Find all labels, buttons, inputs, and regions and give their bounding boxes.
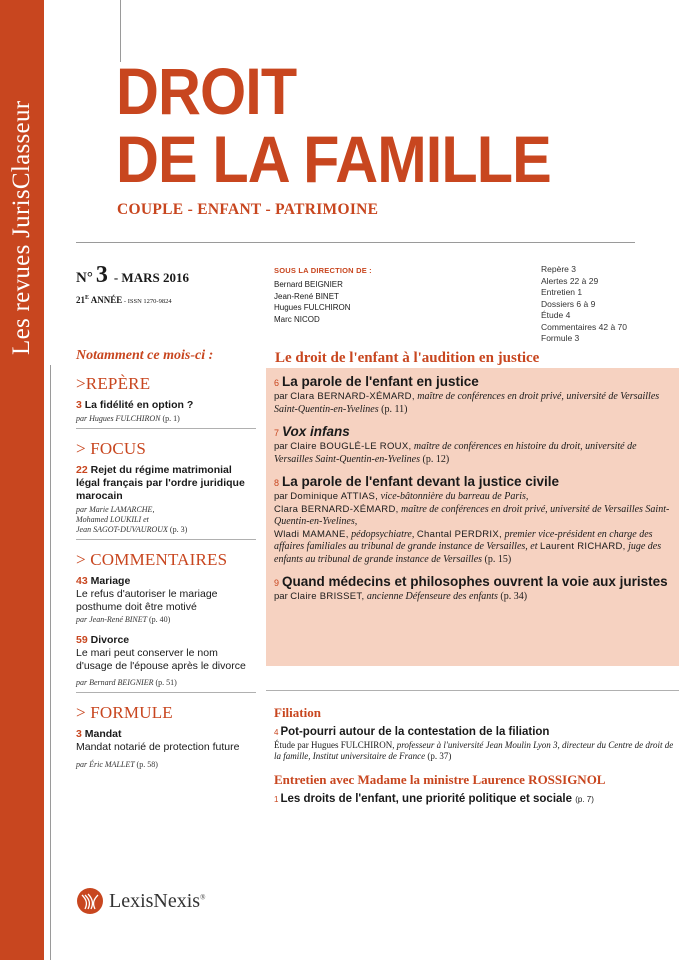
entretien-head: Entretien avec Madame la ministre Laurence ROSSIGNOL (274, 772, 606, 787)
section-rule (76, 539, 256, 540)
author-name: Clara BERNARD-XÉMARD, (290, 391, 415, 402)
article-title-text: Rejet du régime matrimonial légal français par l'ordre juridique marocain (76, 464, 245, 502)
index-item: Repère 3 (541, 264, 576, 274)
index-item: Entretien 1 (541, 287, 583, 297)
dossier-item-byline (274, 441, 674, 466)
article-number: 4 (274, 728, 279, 737)
filiation-byline (274, 740, 674, 762)
page-ref: (p. 11) (378, 403, 408, 415)
editorial-direction (274, 266, 372, 325)
section-head-formule: > FORMULE (76, 703, 173, 722)
author-desc: maître de conférences en droit privé, université de Versailles Saint-Quentin-en-Yvelines (274, 391, 660, 415)
filiation-title (274, 726, 674, 738)
page-ref: (p. 3) (169, 525, 188, 534)
page-ref: (p. 58) (136, 759, 158, 769)
author-desc: pédopsychiatre, (348, 528, 417, 540)
dossier-item (274, 374, 674, 416)
byline (76, 505, 256, 535)
byline-author: par Éric MALLET (76, 759, 135, 769)
dossier-item-byline (274, 391, 674, 416)
byline-author: par Hugues FULCHIRON (76, 414, 161, 423)
page-ref: (p. 12) (420, 453, 450, 465)
byline-author: par Jean-René BINET (76, 615, 147, 624)
byline-par: par (274, 591, 288, 602)
dossier-item-number: 8 (274, 478, 280, 488)
author-desc: maître de conférences en histoire du droit, université de Versailles Saint-Quentin-en-Yvelines (274, 441, 637, 465)
issue-number-label: N° (76, 270, 93, 286)
dossier-item-title-text: Vox infans (282, 424, 350, 439)
author-name: Dominique ATTIAS, (290, 491, 379, 502)
dossier-item-title-text: La parole de l'enfant en justice (282, 374, 479, 389)
issue-line (76, 262, 189, 289)
header-rule (76, 242, 635, 243)
byline-author: par Bernard BEIGNIER (76, 678, 154, 687)
index-item: Formule 3 (541, 333, 580, 343)
author-desc: professeur à l'université Jean Moulin Lyon 3, directeur du Centre de droit de la famille, Institut universitaire de France (274, 740, 674, 761)
logo-text (109, 890, 205, 913)
dossier-title: Le droit de l'enfant à l'audition en justice (275, 350, 540, 366)
author-name: Claire BOUGLÉ-LE ROUX, (290, 441, 412, 452)
byline (76, 760, 256, 770)
issue-year (76, 295, 189, 305)
byline-author: par Marie LAMARCHE, (76, 505, 155, 514)
dossier-item-byline (274, 491, 674, 566)
index-item: Alertes 22 à 29 (541, 275, 599, 286)
article-title (76, 575, 256, 588)
right-rule (266, 690, 679, 691)
highlights-intro: Notamment ce mois-ci : (76, 348, 214, 363)
article-title-text: Mariage (90, 575, 131, 587)
article-title-text: Pot-pourri autour de la contestation de la filiation (280, 726, 550, 738)
dossier-item-title (274, 474, 674, 491)
byline (76, 414, 256, 424)
lexisnexis-logo-icon (76, 887, 104, 915)
top-divider (120, 0, 121, 62)
article-number: 3 (76, 399, 82, 411)
article-number: 59 (76, 634, 88, 646)
article-summary: Le mari peut conserver le nom d'usage de l'épouse après le divorce (76, 647, 246, 672)
index-item: Commentaires 42 à 70 (541, 321, 627, 332)
title-line-1: DROIT (116, 54, 297, 128)
logo-reg: ® (200, 892, 206, 901)
index-item: Dossiers 6 à 9 (541, 298, 596, 309)
author-desc: premier vice-président en charge des affaires familiales au tribunal de grande instance de Versailles, et (274, 528, 653, 552)
page-ref: (p. 15) (482, 553, 512, 565)
dossier-items (274, 374, 674, 612)
side-band-text (0, 0, 44, 960)
dossier-item-title (274, 574, 674, 591)
logo-word: LexisNexis (109, 889, 201, 912)
section-head-commentaires: > COMMENTAIRES (76, 550, 228, 569)
lower-sections (274, 705, 674, 805)
issue-number: 3 (95, 262, 108, 288)
page-ref: (p. 40) (148, 615, 171, 624)
filiation-head: Filiation (274, 705, 321, 720)
article-number: 3 (76, 728, 82, 740)
article-title (76, 464, 256, 503)
dossier-item-number: 7 (274, 428, 280, 438)
page-ref: (p. 34) (497, 591, 528, 602)
dossier-item-number: 9 (274, 578, 280, 588)
entretien-title (274, 793, 674, 805)
year-sup: E (85, 295, 90, 301)
issn: - ISSN 1270-9824 (122, 298, 172, 305)
byline-author: Étude par Hugues FULCHIRON, (274, 740, 395, 750)
byline-author: Mohamed LOUKILI et (76, 515, 149, 524)
dossier-item (274, 574, 674, 604)
year-number: 21 (76, 295, 85, 305)
dossier-item-title (274, 374, 674, 391)
director-name: Jean-René BINET (274, 291, 339, 301)
author-name: Claire BRISSET, (290, 591, 365, 602)
article-summary: Le refus d'autoriser le mariage posthume doit être motivé (76, 588, 218, 613)
dossier-item-byline (274, 591, 674, 604)
author-name: Clara BERNARD-XÉMARD, (274, 503, 399, 515)
article-title-text: Les droits de l'enfant, une priorité politique et sociale (280, 793, 573, 805)
page-ref: (p. 37) (425, 751, 452, 761)
section-rule (76, 428, 256, 429)
author-desc: maître de conférences en droit privé, université de Versailles Saint-Quentin-en-Yvelines, (274, 503, 670, 527)
contents-index (541, 264, 627, 345)
article-number: 22 (76, 464, 88, 476)
highlights-column (76, 348, 256, 770)
subtitle: COUPLE - ENFANT - PATRIMOINE (117, 201, 379, 218)
author-name: Chantal PERDRIX, (416, 528, 502, 540)
issue-info (76, 262, 189, 305)
publisher-logo (76, 887, 205, 915)
article-number: 43 (76, 575, 88, 587)
author-name: Wladi MAMANE, (274, 528, 349, 540)
section-head-focus: > FOCUS (76, 439, 147, 458)
section-rule (76, 692, 256, 693)
byline (76, 615, 256, 625)
article-title-text: La fidélité en option ? (84, 399, 194, 411)
dossier-item-title-text: La parole de l'enfant devant la justice civile (282, 474, 560, 489)
byline-par: par (274, 491, 288, 502)
article-number: 1 (274, 795, 279, 804)
author-desc: vice-bâtonnière du barreau de Paris, (378, 491, 529, 502)
section-head-repere: >REPÈRE (76, 374, 151, 393)
dossier-item-title-text: Quand médecins et philosophes ouvrent la voie aux juristes (282, 574, 668, 589)
collection-name: Les revues JurisClasseur (8, 100, 35, 355)
director-name: Hugues FULCHIRON (274, 303, 351, 312)
article-title (76, 399, 256, 412)
title-line-2: DE LA FAMILLE (116, 122, 551, 196)
dossier-item-number: 6 (274, 378, 280, 388)
issue-date: - MARS 2016 (113, 270, 189, 285)
article-title (76, 728, 256, 741)
article-title-text: Mandat (84, 728, 122, 740)
dossier-item (274, 474, 674, 566)
dossier-item (274, 424, 674, 466)
article-summary: Mandat notarié de protection future (76, 741, 240, 753)
director-name: Bernard BEIGNIER (274, 280, 343, 289)
author-desc: juge des enfants au tribunal de grande instance de Versailles (274, 541, 662, 565)
byline-par: par (274, 441, 288, 452)
page-ref: (p. 1) (162, 414, 180, 423)
byline (76, 678, 256, 688)
article-title-text: Divorce (90, 634, 130, 646)
author-name: Laurent RICHARD, (540, 541, 626, 552)
page-ref: (p. 51) (155, 678, 177, 687)
dossier-item-title (274, 424, 674, 441)
year-label: ANNÉE (89, 295, 123, 305)
article-title (76, 634, 256, 647)
byline-author: Jean SAGOT-DUVAUROUX (76, 525, 168, 534)
author-desc: ancienne Défenseure des enfants (364, 591, 498, 602)
direction-label: SOUS LA DIRECTION DE : (274, 266, 372, 275)
byline-par: par (274, 391, 288, 402)
index-item: Étude 4 (541, 310, 571, 320)
page-ref: (p. 7) (575, 795, 594, 804)
side-rule (50, 365, 51, 960)
director-name: Marc NICOD (274, 314, 320, 324)
